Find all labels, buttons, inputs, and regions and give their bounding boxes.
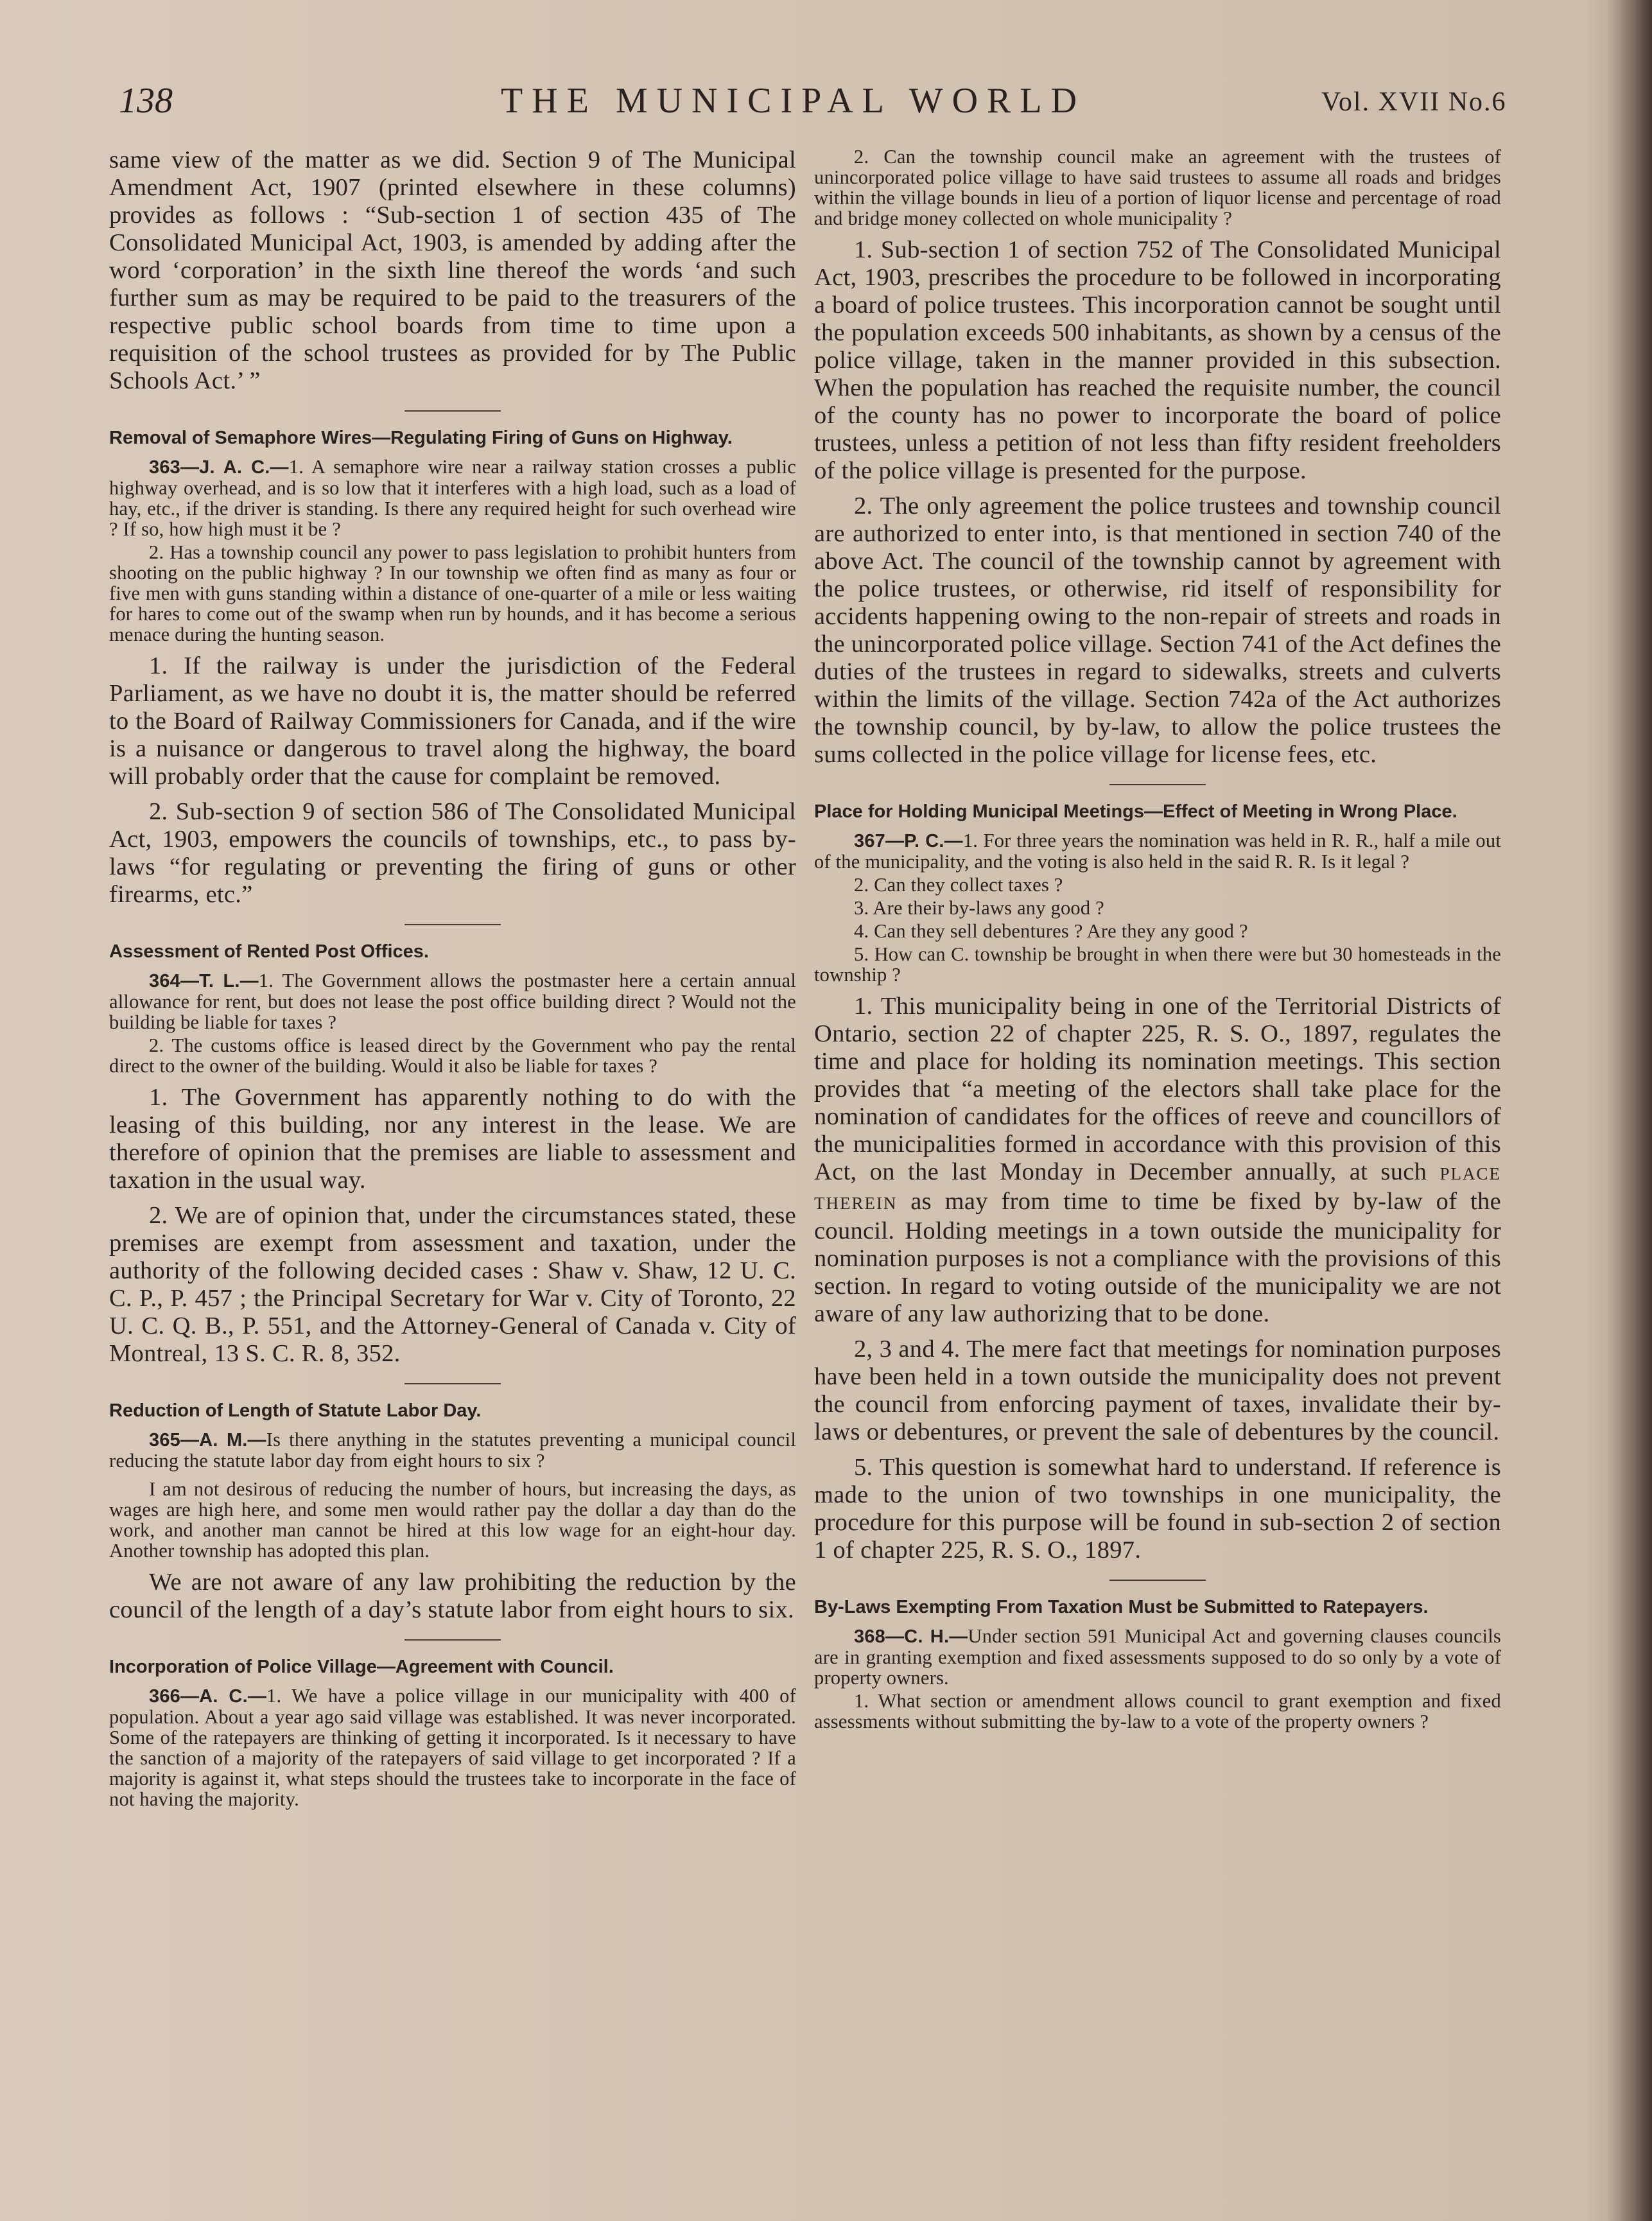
question-367-1: 367—P. C.—1. For three years the nomination was held in R. R., half a mile out of the municipality, and the voting is also held in the said R. R. Is it legal ?: [814, 830, 1502, 873]
question-366-1: 366—A. C.—1. We have a police village in our municipality with 400 of population. About a year ago said village was established. It was never incorporated. Some of the ratepayers are thinking of getting it incorporated. Is it necessary to have the sanction of a majority of the ratepayers of said village to get incorporated ? If a majority is against it, what steps should the trustees take to incorporate in the face of not having the majority.: [109, 1685, 796, 1810]
question-365-1: 365—A. M.—Is there anything in the statutes preventing a municipal council reducing the statute labor day from eight hours to six ?: [109, 1429, 796, 1472]
section-heading-366: Incorporation of Police Village—Agreement with Council.: [109, 1657, 614, 1677]
volume-number: Vol. XVII No.6: [1321, 87, 1507, 117]
question-366-2: 2. Can the township council make an agreement with the trustees of unincorporated police village to have said trustees to assume all roads and bridges within the village bounds in lieu of a portion of liquor license and percentage of road and bridge money collected on whole municipality ?: [814, 146, 1501, 229]
section-divider: [404, 924, 501, 925]
section-divider: [404, 410, 501, 412]
binding-shadow: [1607, 0, 1652, 2221]
question-367-5: 5. How can C. township be brought in when there were but 30 homesteads in the township ?: [814, 943, 1501, 986]
section-divider: [404, 1639, 501, 1641]
answer-365-1: We are not aware of any law prohibiting the reduction by the council of the length of a day’s statute labor from eight hours to six.: [109, 1569, 796, 1623]
query-ref-365: 365—A. M.—: [149, 1430, 266, 1450]
query-ref-366: 366—A. C.—: [149, 1686, 267, 1707]
question-363-2: 2. Has a township council any power to pass legislation to prohibit hunters from shooting on the public highway ? In our township we often find as many as four or five men with guns standing within a distance of one-quarter of a mile or less waiting for hares to come out of the swamp when run by hounds, and it has become a serious menace during the hunting season.: [109, 541, 796, 645]
answer-366-2: 2. The only agreement the police trustees and township council are authorized to enter into, is that mentioned in section 740 of the above Act. The council of the township cannot by agreement with the police trustees, or otherwise, rid itself of responsibility for accidents happening owing to the non-repair of streets and roads in the unincorporated police village. Section 741 of the Act defines the duties of the trustees in regard to sidewalks, streets and culverts within the limits of the village. Section 742a of the Act authorizes the township council, by by-law, to allow the police trustees the sums collected in the police village for license fees, etc.: [814, 492, 1501, 768]
answer-367-2-3-4: 2, 3 and 4. The mere fact that meetings for nomination purposes have been held in a town outside the municipality does not prevent the council from enforcing payment of taxes, invalidate their by-laws or debentures, or prevent the sale of debentures by the council.: [814, 1336, 1501, 1445]
question-364-2: 2. The customs office is leased direct by the Government who pay the rental direct to the owner of the building. Would it also be liable for taxes ?: [109, 1034, 796, 1077]
query-ref-363: 363—J. A. C.—: [149, 457, 289, 478]
section-divider: [404, 1383, 501, 1384]
section-heading-368: By-Laws Exempting From Taxation Must be Submitted to Ratepayers.: [814, 1597, 1429, 1617]
query-ref-367: 367—P. C.—: [854, 831, 963, 851]
section-heading-365: Reduction of Length of Statute Labor Day.: [109, 1400, 482, 1421]
masthead-title: THE MUNICIPAL WORLD: [501, 81, 1086, 121]
question-367-2: 2. Can they collect taxes ?: [854, 874, 1063, 896]
answer-367-5: 5. This question is somewhat hard to understand. If reference is made to the union of two townships in one municipality, the procedure for this purpose will be found in sub-section 2 of section 1 of chapter 225, R. S. O., 1897.: [814, 1454, 1501, 1563]
answer-363-2: 2. Sub-section 9 of section 586 of The Consolidated Municipal Act, 1903, empowers the councils of townships, etc., to pass by-laws “for regulating or preventing the firing of guns or other firearms, etc.”: [109, 798, 796, 908]
page-number: 138: [119, 81, 173, 121]
section-heading-363: Removal of Semaphore Wires—Regulating Firing of Guns on Highway.: [109, 428, 733, 448]
answer-364-2: 2. We are of opinion that, under the circumstances stated, these premises are exempt from assessment and taxation, under the authority of the following decided cases : Shaw v. Shaw, 12 U. C. C. P., P. 457 ; the Principal Secretary for War v. City of Toronto, 22 U. C. Q. B., P. 551, and the Attorney-General of Canada v. City of Montreal, 13 S. C. R. 8, 352.: [109, 1202, 796, 1367]
question-367-3: 3. Are their by-laws any good ?: [854, 897, 1104, 919]
answer-363-1: 1. If the railway is under the jurisdiction of the Federal Parliament, as we have no doubt it is, the matter should be referred to the Board of Railway Commissioners for Canada, and if the wire is a nuisance or dangerous to travel along the highway, the board will probably order that the cause for complaint be removed.: [109, 652, 796, 790]
intro-paragraph: same view of the matter as we did. Section 9 of The Municipal Amendment Act, 1907 (printed elsewhere in these columns) provides as follows : “Sub-section 1 of section 435 of The Consolidated Municipal Act, 1903, is amended by adding after the word ‘corporation’ in the sixth line thereof the words ‘and such further sum as may be required to be paid to the treasurers of the respective public school boards from time to time upon a requisition of the school trustees as provided for by The Public Schools Act.’ ”: [109, 146, 796, 394]
question-365-2: I am not desirous of reducing the number of hours, but increasing the days, as wages are high here, and some men would rather pay the dollar a day than do the work, and another man cannot be hired at this low wage for an eight-hour day. Another township has adopted this plan.: [109, 1478, 796, 1562]
section-divider: [1109, 1580, 1206, 1581]
section-heading-364: Assessment of Rented Post Offices.: [109, 941, 429, 962]
section-heading-367: Place for Holding Municipal Meetings—Effect of Meeting in Wrong Place.: [814, 801, 1457, 822]
question-368-1: 1. What section or amendment allows council to grant exemption and fixed assessments without submitting the by-law to a vote of the property owners ?: [814, 1690, 1501, 1732]
answer-364-1: 1. The Government has apparently nothing to do with the leasing of this building, nor any interest in the lease. We are therefore of opinion that the premises are liable to assessment and taxation in the usual way.: [109, 1084, 796, 1194]
section-divider: [1109, 784, 1206, 785]
question-367-4: 4. Can they sell debentures ? Are they any good ?: [854, 920, 1248, 942]
left-column: [109, 146, 796, 1812]
query-ref-368: 368—C. H.—: [854, 1626, 968, 1647]
answer-366-1: 1. Sub-section 1 of section 752 of The Consolidated Municipal Act, 1903, prescribes the procedure to be followed in incorporating a board of police trustees. This incorporation cannot be sought until the population exceeds 500 inhabitants, as shown by a census of the police village, taken in the manner provided in this subsection. When the population has reached the requisite number, the council of the county has no power to incorporate the board of police trustees, unless a petition of not less than fifty resident freeholders of the police village is presented for the purpose.: [814, 236, 1501, 484]
answer-367-1: 1. This municipality being in one of the Territorial Districts of Ontario, section 22 of chapter 225, R. S. O., 1897, regulates the time and place for holding its nomination meetings. This section provides that “a meeting of the electors shall take place for the nomination of candidates for the offices of reeve and councillors of the municipalities formed in accordance with this provision of this Act, on the last Monday in December annually, at such PLACE THEREIN as may from time to time be fixed by by-law of the council. Holding meetings in a town outside the municipality for nomination purposes is not a compliance with the provisions of this section. In regard to voting outside of the municipality we are not aware of any law authorizing that to be done.: [814, 993, 1501, 1327]
question-368-0: 368—C. H.—Under section 591 Municipal Act and governing clauses councils are in granting exemption and fixed assessments supposed to do so only by a vote of property owners.: [814, 1625, 1501, 1689]
small-caps-phrase: PLACE THEREIN: [814, 1164, 1501, 1213]
query-ref-364: 364—T. L.—: [149, 971, 259, 991]
question-363-1: 363—J. A. C.—1. A semaphore wire near a railway station crosses a public highway overhead, and is so low that it interferes with a high load, such as a load of hay, etc., if the driver is standing. Is there any required height for such overhead wire ? If so, how high must it be ?: [109, 456, 796, 540]
question-364-1: 364—T. L.—1. The Government allows the postmaster here a certain annual allowance for rent, but does not lease the post office building direct ? Would not the building be liable for taxes ?: [109, 970, 796, 1033]
right-column: [814, 146, 1501, 1732]
page-header: [0, 80, 1541, 132]
